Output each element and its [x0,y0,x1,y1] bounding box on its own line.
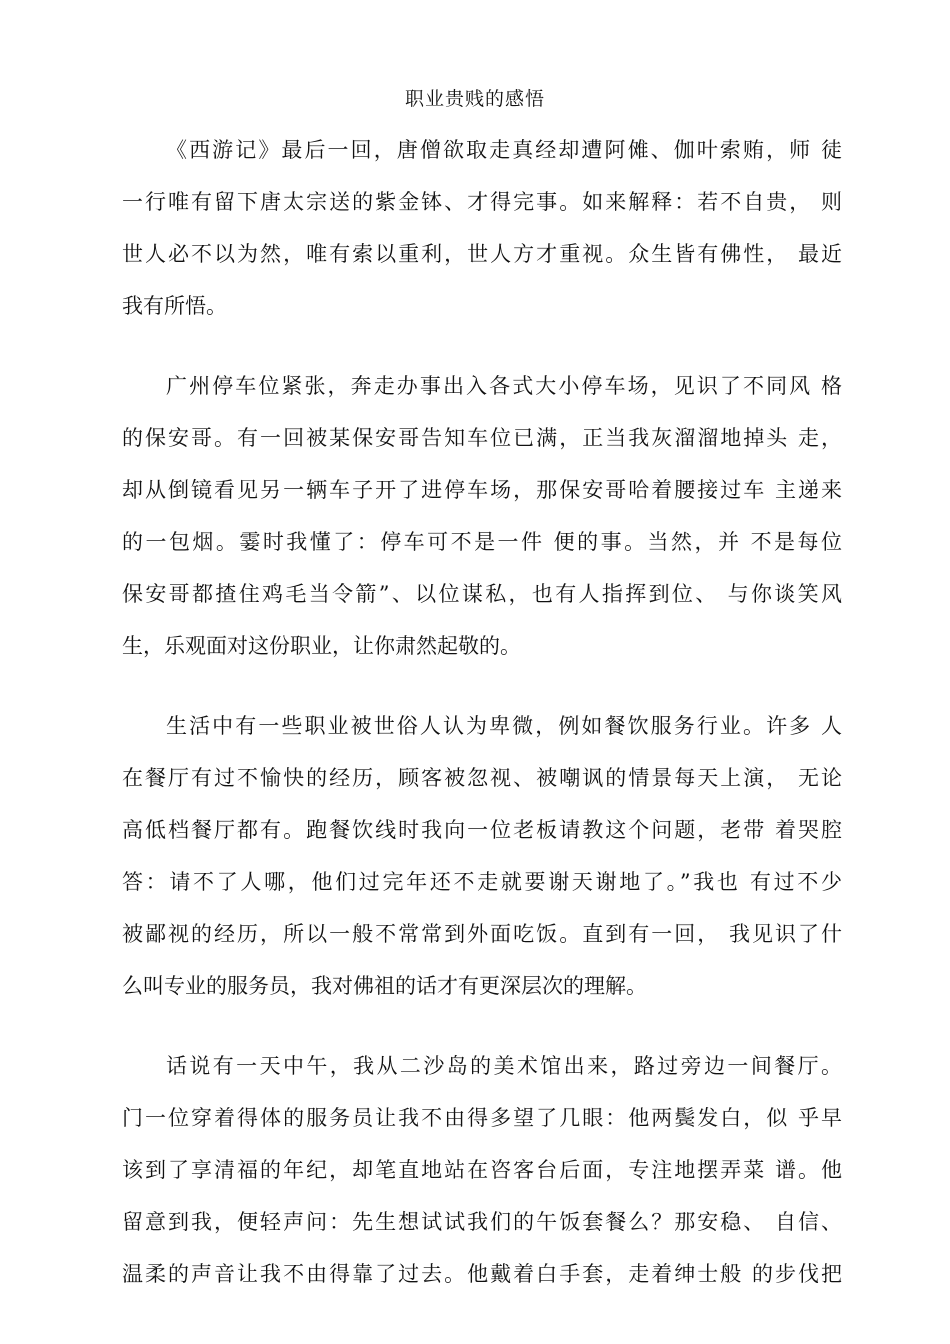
text-line: 我有所悟。 [122,294,227,318]
text-line: 的一包烟。霎时我懂了：停车可不是一件 便的事。当然，并 不是每位 [122,530,842,554]
text-line: 留意到我，便轻声问：先生想试试我们的午饭套餐么？那安稳、 自信、 [122,1210,842,1234]
text-line: 被鄙视的经历，所以一般不常常到外面吃饭。直到有一回， 我见识了什 [122,922,842,946]
text-line: 该到了享清福的年纪，却笔直地站在咨客台后面，专注地摆弄菜 谱。他 [122,1158,842,1182]
text-line: 的保安哥。有一回被某保安哥告知车位已满，正当我灰溜溜地掉头 走， [122,426,842,450]
text-line: 门一位穿着得体的服务员让我不由得多望了几眼：他两鬓发白，似 乎早 [122,1106,842,1130]
paragraph-2 [122,360,842,672]
text-line: 话说有一天中午，我从二沙岛的美术馆出来，路过旁边一间餐厅。 [166,1054,842,1078]
text-line: 保安哥都揸住鸡毛当令箭”、以位谋私，也有人指挥到位、 与你谈笑风 [122,582,842,606]
text-line: 答：请不了人哪，他们过完年还不走就要谢天谢地了。”我也 有过不少 [122,870,842,894]
text-line: 生活中有一些职业被世俗人认为卑微，例如餐饮服务行业。许多 人 [166,714,842,738]
text-line: 温柔的声音让我不由得靠了过去。他戴着白手套，走着绅士般 的步伐把 [122,1262,842,1286]
text-line: 高低档餐厅都有。跑餐饮线时我向一位老板请教这个问题，老带 着哭腔 [122,818,842,842]
text-line: 世人必不以为然，唯有索以重利，世人方才重视。众生皆有佛性， 最近 [122,242,842,266]
paragraph-4 [122,1040,842,1300]
text-line: 生，乐观面对这份职业，让你肃然起敬的。 [122,634,521,658]
text-line: 在餐厅有过不愉快的经历，顾客被忽视、被嘲讽的情景每天上演， 无论 [122,766,842,790]
text-line: 《西游记》最后一回，唐僧欲取走真经却遭阿傩、伽叶索贿，师 徒 [166,138,842,162]
text-line: 广州停车位紧张，奔走办事出入各式大小停车场，见识了不同风 格 [166,374,842,398]
text-line: 却从倒镜看见另一辆车子开了进停车场，那保安哥哈着腰接过车 主递来 [122,478,842,502]
document-title: 职业贵贱的感悟 [404,88,545,110]
paragraph-1 [122,124,842,332]
text-line: 一行唯有留下唐太宗送的紫金钵、才得完事。如来解释：若不自贵， 则 [122,190,842,214]
paragraph-3 [122,700,842,1012]
text-line: 么叫专业的服务员，我对佛祖的话才有更深层次的理解。 [122,974,647,998]
document-body [122,124,842,1328]
